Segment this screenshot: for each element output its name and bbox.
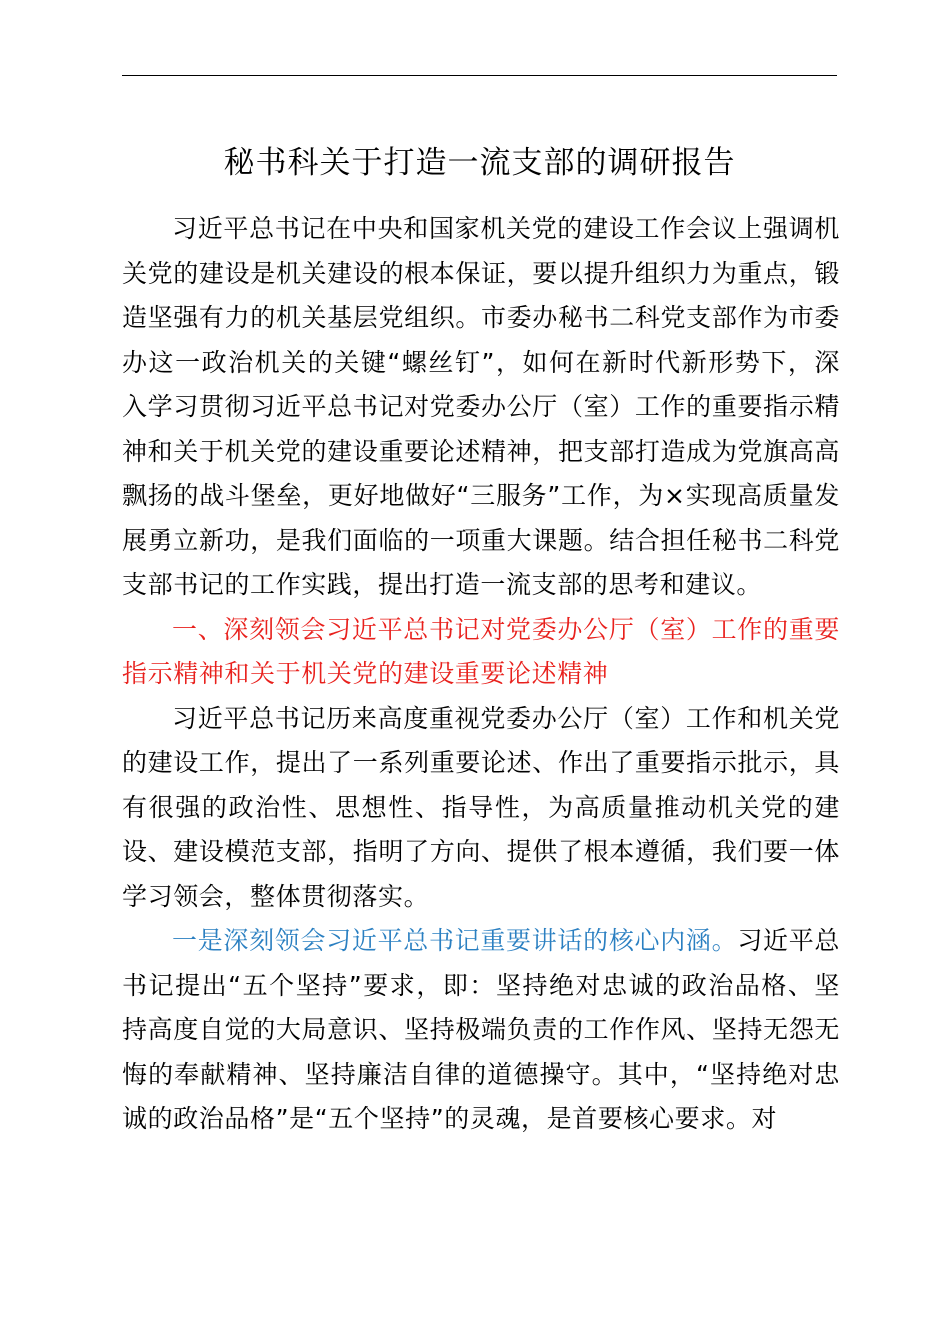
point-lead: 一是深刻领会习近平总书记重要讲话的核心内涵。 xyxy=(172,926,738,955)
intro-paragraph: 习近平总书记在中央和国家机关党的建设工作会议上强调机关党的建设是机关建设的根本保证，要以提升组织力为重点，锻造坚强有力的机关基层党组织。市委办秘书二科党支部作为市委办这一政治机关的关键“螺丝钉”，如何在新时代新形势下，深入学习贯彻习近平总书记对党委办公厅（室）工作的重要指示精神和关于机关党的建设重要论述精神，把支部打造成为党旗高高飘扬的战斗堡垒，更好地做好“三服务”工作，为×实现高质量发展勇立新功，是我们面临的一项重大课题。结合担任秘书二科党支部书记的工作实践，提出打造一流支部的思考和建议。 xyxy=(122,214,840,599)
document-title: 秘书科关于打造一流支部的调研报告 xyxy=(223,145,736,181)
document-body xyxy=(122,207,840,1142)
point-paragraph xyxy=(122,919,840,1142)
section-paragraph: 习近平总书记历来高度重视党委办公厅（室）工作和机关党的建设工作，提出了一系列重要论述、作出了重要指示批示，具有很强的政治性、思想性、指导性，为高质量推动机关党的建设、建设模范支部，指明了方向、提供了根本遵循，我们要一体学习领会，整体贯彻落实。 xyxy=(122,703,840,911)
point-text: 习近平总书记提出“五个坚持”要求，即：坚持绝对忠诚的政治品格、坚持高度自觉的大局意识、坚持极端负责的工作作风、坚持无怨无悔的奉献精神、坚持廉洁自律的道德操守。其中，“坚持绝对忠诚的政治品格”是“五个坚持”的灵魂，是首要核心要求。对 xyxy=(122,926,840,1133)
section-heading: 一、深刻领会习近平总书记对党委办公厅（室）工作的重要指示精神和关于机关党的建设重要论述精神 xyxy=(122,614,840,688)
header-rule xyxy=(122,75,837,76)
